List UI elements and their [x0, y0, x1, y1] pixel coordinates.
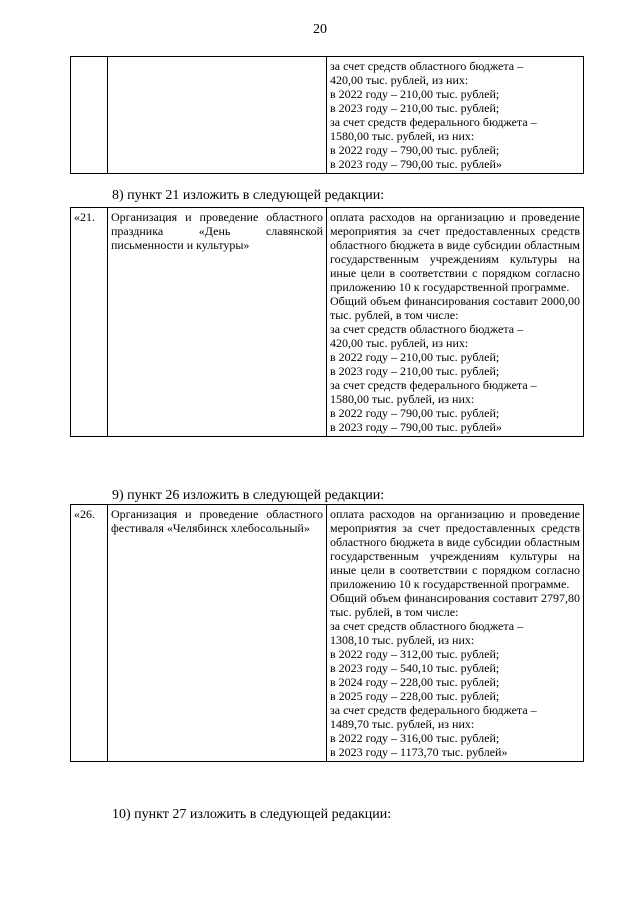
- funding-line: в 2022 году – 790,00 тыс. рублей;: [330, 406, 500, 420]
- item-26-table: [70, 504, 584, 762]
- funding-line: 420,00 тыс. рублей, из них:: [330, 73, 469, 87]
- funding-line: в 2022 году – 316,00 тыс. рублей;: [330, 731, 500, 745]
- item-total: Общий объем финансирования составит 2797,80 тыс. рублей, в том числе:: [330, 591, 580, 619]
- table-row: [71, 505, 584, 762]
- funding-line: 1308,10 тыс. рублей, из них:: [330, 633, 475, 647]
- table-row: [71, 57, 584, 174]
- funding-line: в 2023 году – 790,00 тыс. рублей»: [330, 157, 502, 171]
- funding-line: 420,00 тыс. рублей, из них:: [330, 336, 469, 350]
- description-cell: [327, 505, 584, 762]
- item-total: Общий объем финансирования составит 2000,00 тыс. рублей, в том числе:: [330, 294, 580, 322]
- name-cell: [108, 57, 327, 174]
- item-number: «26.: [71, 505, 108, 762]
- funding-line: в 2024 году – 228,00 тыс. рублей;: [330, 675, 500, 689]
- item-description: оплата расходов на организацию и проведение мероприятия за счет предоставленных средств областного бюджета в виде субсидии областным государственным учреждениям культуры на иные цели в соответствии с порядком согласно приложению 10 к государственной программе.: [330, 507, 580, 591]
- description-cell: [327, 208, 584, 437]
- funding-line: в 2022 году – 790,00 тыс. рублей;: [330, 143, 500, 157]
- funding-line: за счет средств областного бюджета –: [330, 619, 524, 633]
- item-name: Организация и проведение областного праздника «День славянской письменности и культуры»: [108, 208, 327, 437]
- funding-line: в 2022 году – 312,00 тыс. рублей;: [330, 647, 500, 661]
- funding-line: в 2023 году – 1173,70 тыс. рублей»: [330, 745, 508, 759]
- funding-line: в 2023 году – 540,10 тыс. рублей;: [330, 661, 500, 675]
- funding-line: за счет средств федерального бюджета –: [330, 703, 537, 717]
- item-number: «21.: [71, 208, 108, 437]
- funding-line: 1580,00 тыс. рублей, из них:: [330, 129, 475, 143]
- funding-line: в 2022 году – 210,00 тыс. рублей;: [330, 350, 500, 364]
- instruction-10: 10) пункт 27 изложить в следующей редакции:: [112, 807, 392, 822]
- funding-line: в 2023 году – 790,00 тыс. рублей»: [330, 420, 502, 434]
- continuation-table: [70, 56, 584, 174]
- instruction-8: 8) пункт 21 изложить в следующей редакции:: [112, 188, 385, 203]
- item-description: оплата расходов на организацию и проведение мероприятия за счет предоставленных средств областного бюджета в виде субсидии областным государственным учреждениям культуры на иные цели в соответствии с порядком согласно приложению 10 к государственной программе.: [330, 210, 580, 294]
- item-21-table: [70, 207, 584, 437]
- funding-line: 1489,70 тыс. рублей, из них:: [330, 717, 475, 731]
- funding-line: за счет средств федерального бюджета –: [330, 115, 537, 129]
- instruction-9: 9) пункт 26 изложить в следующей редакции:: [112, 488, 385, 503]
- table-row: [71, 208, 584, 437]
- funding-line: за счет средств областного бюджета –: [330, 322, 524, 336]
- funding-line: 1580,00 тыс. рублей, из них:: [330, 392, 475, 406]
- number-cell: [71, 57, 108, 174]
- item-name: Организация и проведение областного фестиваля «Челябинск хлебосольный»: [108, 505, 327, 762]
- funding-line: в 2023 году – 210,00 тыс. рублей;: [330, 364, 500, 378]
- description-cell: [327, 57, 584, 174]
- funding-line: в 2025 году – 228,00 тыс. рублей;: [330, 689, 500, 703]
- funding-line: в 2023 году – 210,00 тыс. рублей;: [330, 101, 500, 115]
- funding-line: в 2022 году – 210,00 тыс. рублей;: [330, 87, 500, 101]
- funding-line: за счет средств федерального бюджета –: [330, 378, 537, 392]
- page-number: 20: [313, 22, 327, 37]
- funding-line: за счет средств областного бюджета –: [330, 59, 524, 73]
